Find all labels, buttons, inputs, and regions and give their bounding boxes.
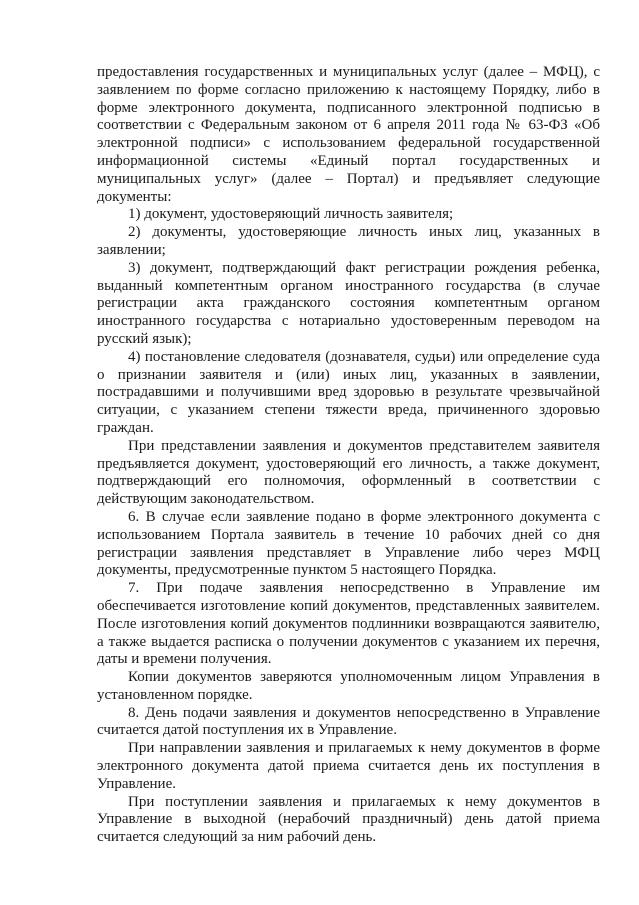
paragraph-representative: При представлении заявления и документов представителем заявителя предъявляется документ, удостоверяющий его личность, а также документ, подтверждающий его полномочия, оформленный в соответствии с действующим законодательством. bbox=[97, 437, 600, 508]
list-item-3: 3) документ, подтверждающий факт регистрации рождения ребенка, выданный компетентным органом иностранного государства (в случае регистрации акта гражданского состояния компетентным органом иностранного государства с нотариально удостоверенным переводом на русский язык); bbox=[97, 259, 600, 347]
paragraph-holiday-receipt: При поступлении заявления и прилагаемых к нему документов в Управление в выходной (нерабочий праздничный) день датой приема считается следующий за ним рабочий день. bbox=[97, 793, 600, 846]
paragraph-section-8: 8. День подачи заявления и документов непосредственно в Управление считается датой поступления их в Управление. bbox=[97, 704, 600, 739]
paragraph-section-7: 7. При подаче заявления непосредственно в Управление им обеспечивается изготовление копий документов, представленных заявителем. После изготовления копий документов подлинники возвращаются заявителю, а также выдается расписка о получении документов с указанием их перечня, даты и времени получения. bbox=[97, 580, 600, 668]
list-item-1: 1) документ, удостоверяющий личность заявителя; bbox=[128, 206, 454, 223]
paragraph-copies: Копии документов заверяются уполномоченным лицом Управления в установленном порядке. bbox=[97, 669, 600, 703]
paragraph-electronic-receipt: При направлении заявления и прилагаемых к нему документов в форме электронного документа датой приема считается день их поступления в Управление. bbox=[97, 740, 600, 792]
list-item-2: 2) документы, удостоверяющие личность иных лиц, указанных в заявлении; bbox=[97, 224, 600, 258]
paragraph-intro: предоставления государственных и муниципальных услуг (далее – МФЦ), с заявлением по форме согласно приложению к настоящему Порядку, либо в форме электронного документа, подписанного электронной подписью в соответствии с Федеральным законом от 6 апреля 2011 года № 63-ФЗ «Об электронной подписи» с использованием федеральной государственной информационной системы «Единый портал государственных и муниципальных услуг» (далее – Портал) и предъявляет следующие документы: bbox=[97, 64, 600, 205]
document-body bbox=[97, 64, 600, 847]
list-item-4: 4) постановление следователя (дознавателя, судьи) или определение суда о признании заявителя и (или) иных лиц, указанных в заявлении, пострадавшими и получившими вред здоровью в результате чрезвычайной ситуации, с указанием степени тяжести вреда, причиненного здоровью граждан. bbox=[97, 348, 600, 436]
paragraph-section-6: 6. В случае если заявление подано в форме электронного документа с использованием Портала заявитель в течение 10 рабочих дней со дня регистрации заявления представляет в Управление либо через МФЦ документы, предусмотренные пунктом 5 настоящего Порядка. bbox=[97, 508, 600, 579]
